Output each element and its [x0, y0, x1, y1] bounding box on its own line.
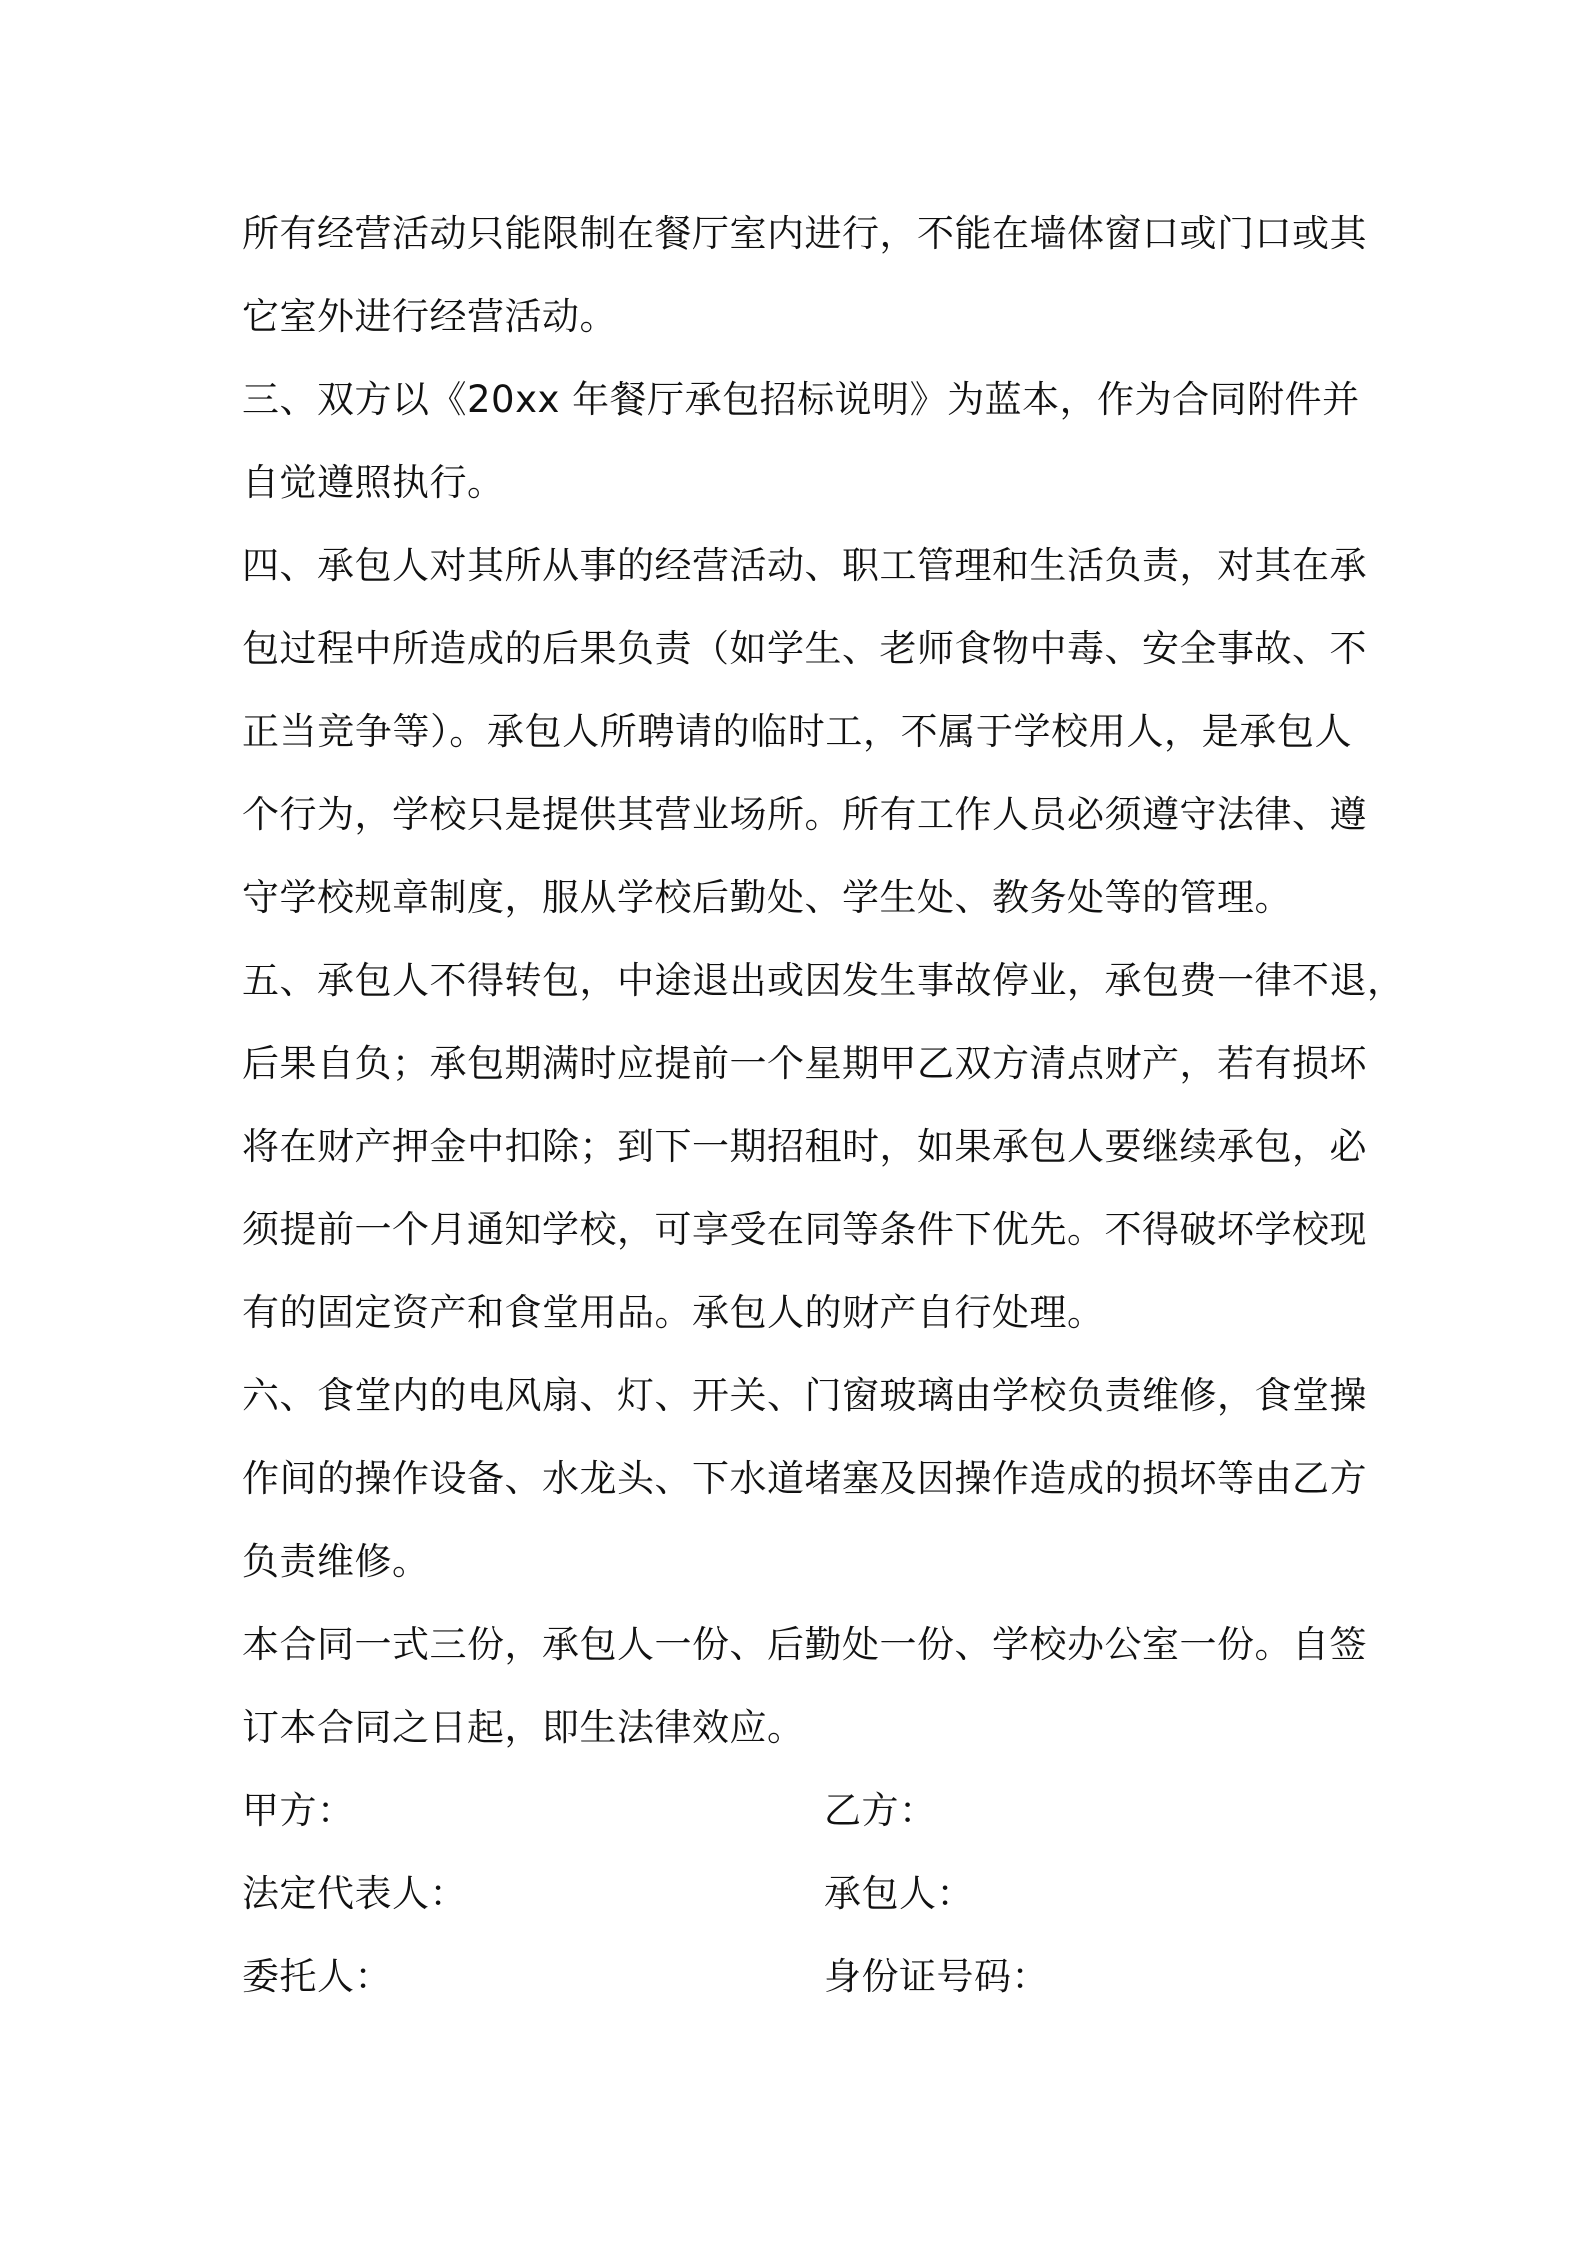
text-line: 正当竞争等）。承包人所聘请的临时工，不属于学校用人，是承包人 [242, 710, 1352, 753]
id-number-label: 身份证号码： [824, 1955, 1049, 1998]
text-line: 将在财产押金中扣除；到下一期招租时，如果承包人要继续承包，必 [242, 1125, 1367, 1168]
agent-label: 委托人： [242, 1955, 392, 1998]
party-a-label: 甲方： [242, 1789, 355, 1832]
text-line: 五、承包人不得转包，中途退出或因发生事故停业，承包费一律不退， [242, 959, 1405, 1002]
text-line: 守学校规章制度，服从学校后勤处、学生处、教务处等的管理。 [242, 876, 1292, 919]
signature-row-agent [242, 1935, 1352, 2018]
text-line: 四、承包人对其所从事的经营活动、职工管理和生活负责，对其在承 [242, 544, 1367, 587]
text-line: 自觉遵照执行。 [242, 461, 505, 504]
party-b-label: 乙方： [824, 1789, 937, 1832]
text-line: 有的固定资产和食堂用品。承包人的财产自行处理。 [242, 1291, 1105, 1334]
text-line: 个行为，学校只是提供其营业场所。所有工作人员必须遵守法律、遵 [242, 793, 1367, 836]
text-line: 它室外进行经营活动。 [242, 295, 617, 338]
contractor-label: 承包人： [824, 1872, 974, 1915]
text-line: 后果自负；承包期满时应提前一个星期甲乙双方清点财产，若有损坏 [242, 1042, 1367, 1085]
text-line: 本合同一式三份，承包人一份、后勤处一份、学校办公室一份。自签 [242, 1623, 1367, 1666]
text-line: 须提前一个月通知学校，可享受在同等条件下优先。不得破坏学校现 [242, 1208, 1367, 1251]
text-line: 所有经营活动只能限制在餐厅室内进行，不能在墙体窗口或门口或其 [242, 212, 1367, 255]
legal-representative-label: 法定代表人： [242, 1872, 467, 1915]
signature-row-party [242, 1769, 1352, 1852]
document-body [242, 192, 1405, 2018]
text-line: 负责维修。 [242, 1540, 430, 1583]
signature-row-representative [242, 1852, 1352, 1935]
text-line: 三、双方以《20xx 年餐厅承包招标说明》为蓝本，作为合同附件并 [242, 378, 1360, 421]
text-line: 订本合同之日起，即生法律效应。 [242, 1706, 805, 1749]
text-line: 作间的操作设备、水龙头、下水道堵塞及因操作造成的损坏等由乙方 [242, 1457, 1367, 1500]
text-line: 包过程中所造成的后果负责（如学生、老师食物中毒、安全事故、不 [242, 627, 1367, 670]
text-line: 六、食堂内的电风扇、灯、开关、门窗玻璃由学校负责维修，食堂操 [242, 1374, 1367, 1417]
